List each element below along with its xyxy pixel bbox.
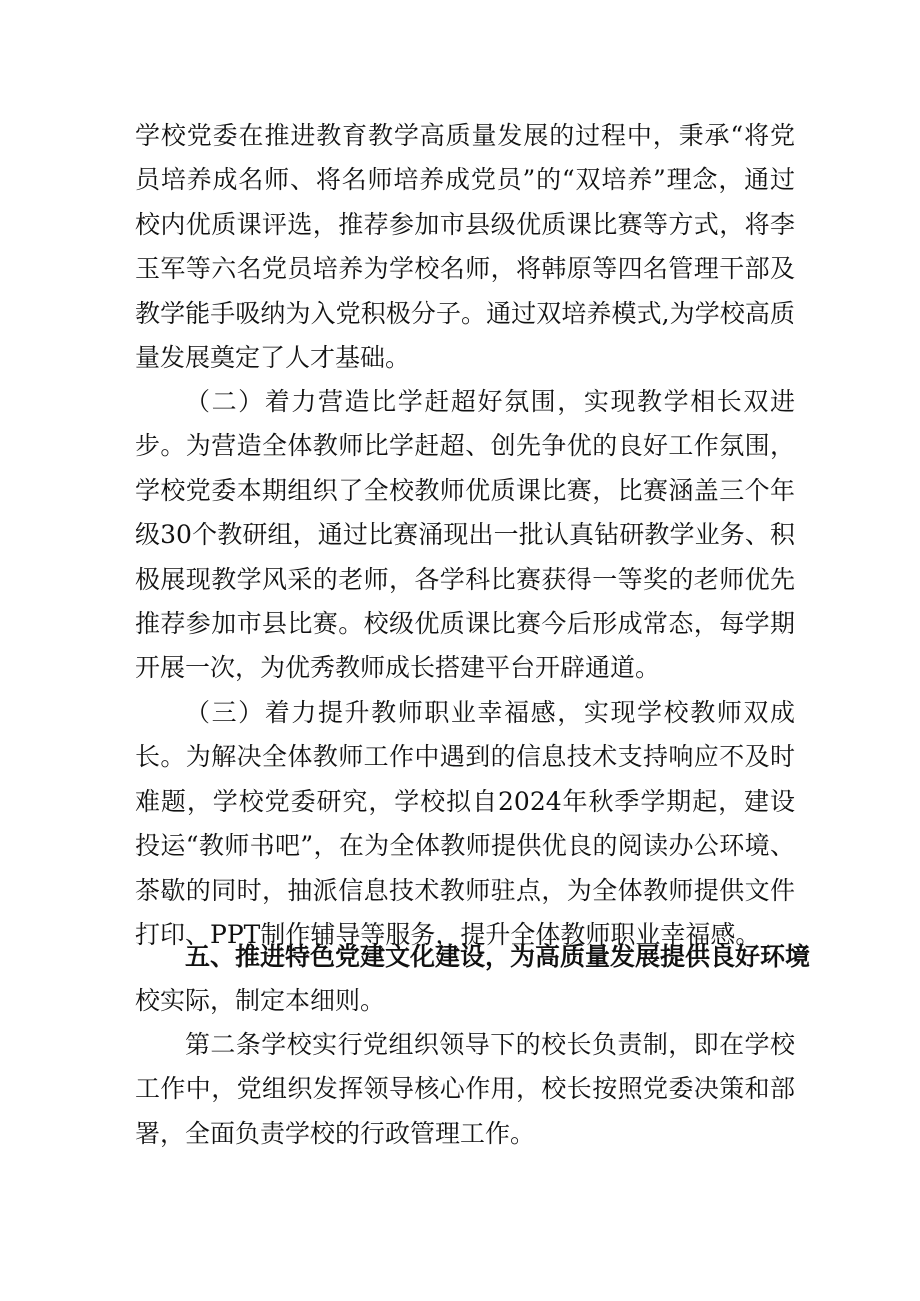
paragraph-double-training: 学校党委在推进教育教学高质量发展的过程中，秉承“将党员培养成名师、将名师培养成党员”的“双培养”理念，通过校内优质课评选，推荐参加市县级优质课比赛等方式，将李玉军等六名党员培养为学校名师，将韩原等四名管理干部及教学能手吸纳为入党积极分子。通过双培养模式,为学校高质量发展奠定了人才基础。: [135, 121, 795, 373]
fragment-line: 校实际，制定本细则。: [135, 986, 386, 1015]
article-two-paragraph: 第二条学校实行党组织领导下的校长负责制，即在学校工作中，党组织发挥领导核心作用，校长按照党委决策和部署，全面负责学校的行政管理工作。: [135, 1030, 795, 1148]
paragraph-competition-atmosphere: （二）着力营造比学赶超好氛围，实现教学相长双进步。为营造全体教师比学赶超、创先争优的良好工作氛围，学校党委本期组织了全校教师优质课比赛，比赛涵盖三个年级30个教研组，通过比赛涌现出一批认真钻研教学业务、积极展现教学风采的老师，各学科比赛获得一等奖的老师优先推荐参加市县比赛。校级优质课比赛今后形成常态，每学期开展一次，为优秀教师成长搭建平台开辟通道。: [135, 387, 795, 683]
section-heading: 五、推进特色党建文化建设，为高质量发展提供良好环境: [185, 942, 811, 971]
paragraph-teacher-happiness: （三）着力提升教师职业幸福感，实现学校教师双成长。为解决全体教师工作中遇到的信息技术支持响应不及时难题，学校党委研究，学校拟自2024年秋季学期起，建设投运“教师书吧”，在为全体教师提供优良的阅读办公环境、茶歇的同时，抽派信息技术教师驻点，为全体教师提供文件打印、PPT制作辅导等服务，提升全体教师职业幸福感。: [135, 698, 795, 950]
